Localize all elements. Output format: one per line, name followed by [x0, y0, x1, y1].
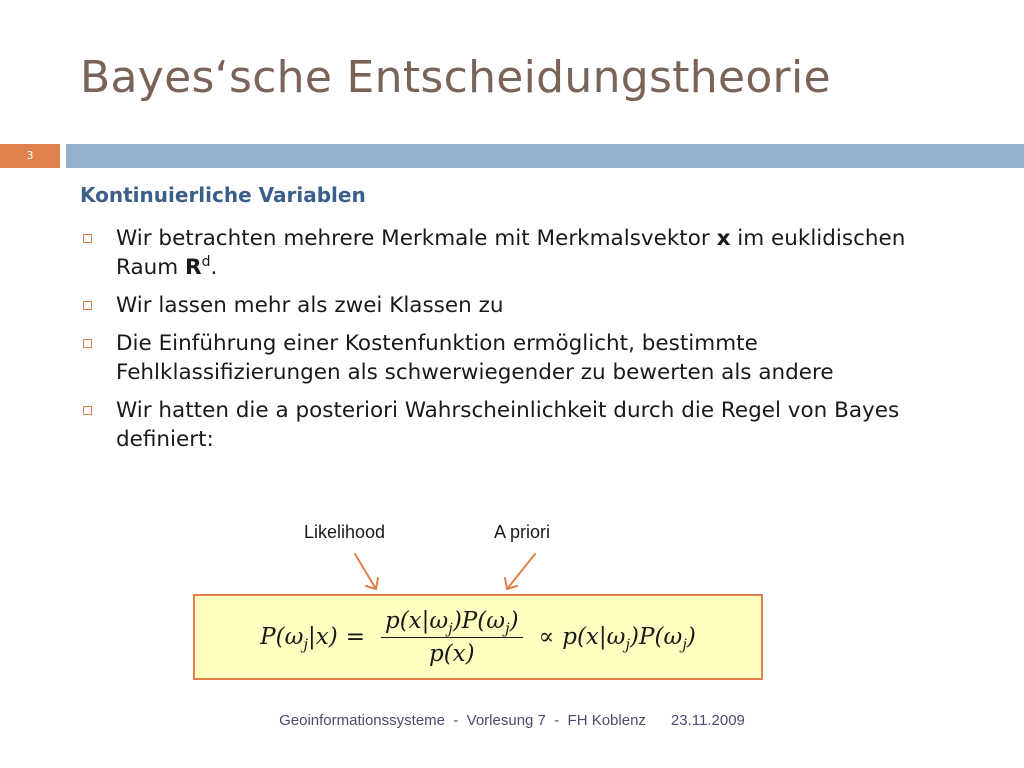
- section-heading: Kontinuierliche Variablen: [80, 183, 366, 207]
- bullet-item: [80, 329, 960, 387]
- slide-number: 3: [26, 149, 34, 162]
- bullet-item: [80, 224, 960, 282]
- slide-footer: Geoinformationssysteme - Vorlesung 7 - FH Koblenz 23.11.2009: [279, 712, 745, 729]
- bullet-item: [80, 291, 960, 320]
- prior-label: A priori: [494, 522, 551, 542]
- bullet-text: Wir hatten die a posteriori Wahrscheinlichkeit durch die Regel von Bayes definiert:: [116, 398, 900, 452]
- formula-box: [193, 594, 763, 680]
- bullet-text: Wir lassen mehr als zwei Klassen zu: [116, 293, 504, 318]
- bullet-list: [80, 224, 960, 463]
- likelihood-label: Likelihood: [304, 522, 386, 542]
- square-bullet-icon: [83, 234, 92, 243]
- square-bullet-icon: [83, 339, 92, 348]
- prior-arrow-icon: [507, 554, 535, 589]
- square-bullet-icon: [83, 406, 92, 415]
- likelihood-arrow-icon: [355, 554, 376, 589]
- bullet-text: Die Einführung einer Kostenfunktion ermöglicht, bestimmte Fehlklassifizierungen als schwerwiegender zu bewerten als andere: [116, 331, 834, 385]
- title-divider-bar: [66, 144, 1024, 168]
- bayes-formula: $P(\omega_j|x)$ = $\frac{p(x|\omega_j)P(\omega_j)}{p(x)}$ ∝ $p(x|\omega_j)P(\omega_j)$: [195, 596, 761, 678]
- bullet-text: Wir betrachten mehrere Merkmale mit Merkmalsvektor x im euklidischen Raum $R^d$.: [116, 226, 906, 280]
- bullet-item: [80, 396, 960, 454]
- slide-title: Bayes‘sche Entscheidungstheorie: [80, 52, 831, 103]
- square-bullet-icon: [83, 301, 92, 310]
- formula-fraction: $\frac{p(x|\omega_j)P(\omega_j)}{p(x)}$: [381, 605, 523, 670]
